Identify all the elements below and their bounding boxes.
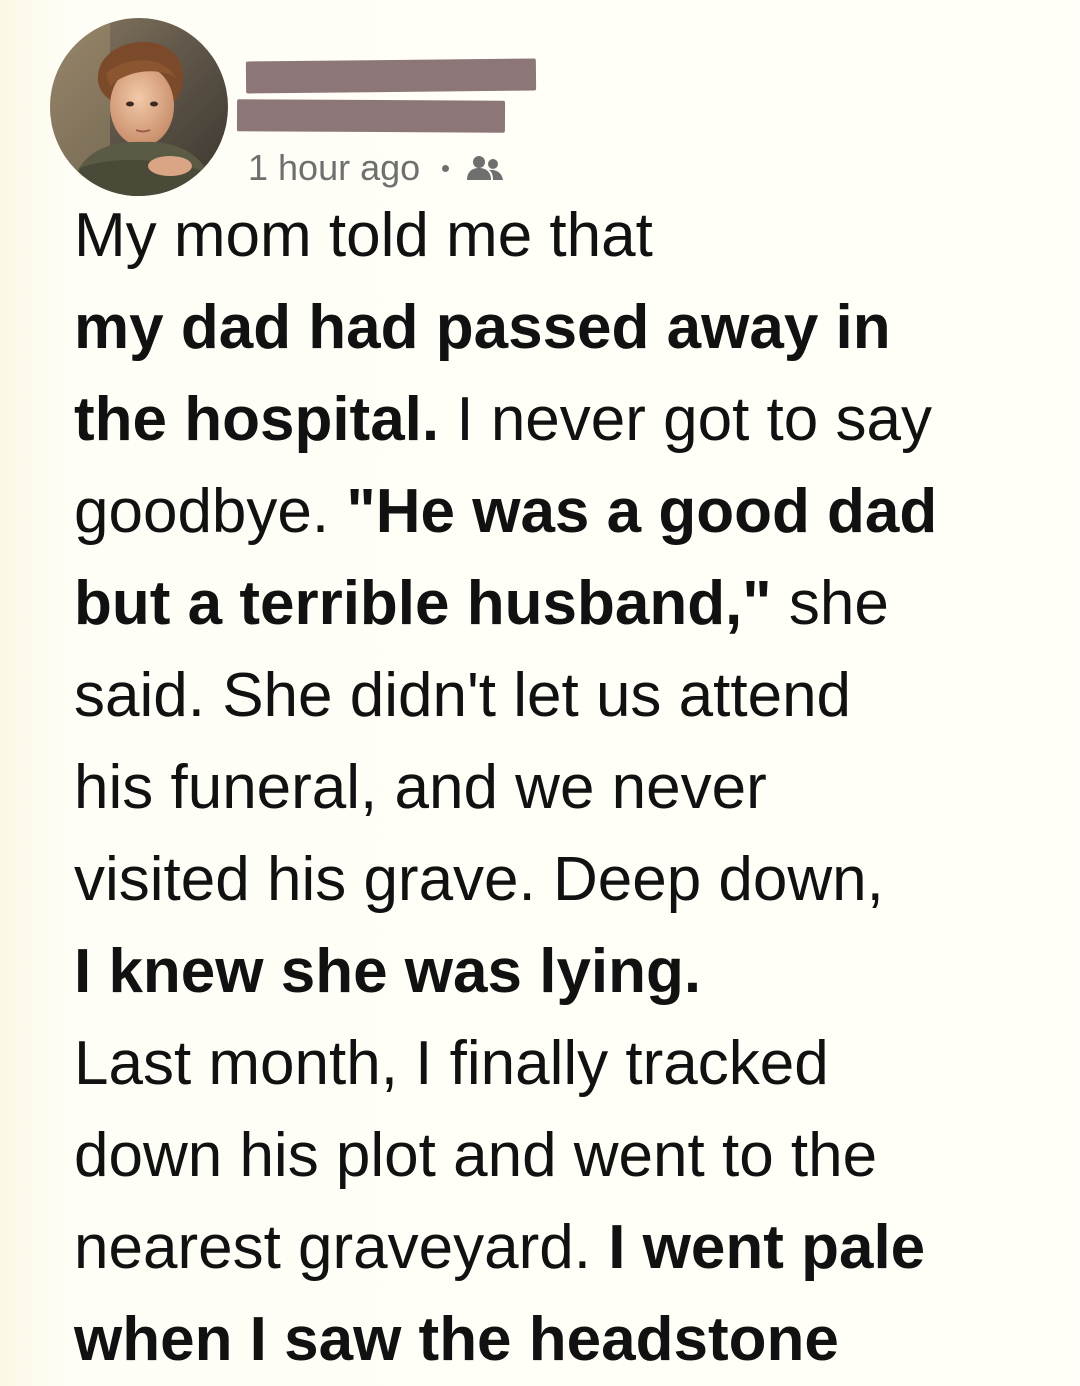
story-text-bold: I knew she was lying. bbox=[74, 937, 702, 1006]
story-text: she bbox=[771, 569, 889, 638]
story-text: My mom told me that bbox=[74, 201, 653, 270]
story-line bbox=[74, 282, 1034, 374]
story-text: goodbye. bbox=[74, 477, 347, 546]
story-line bbox=[74, 742, 1034, 834]
story-line bbox=[74, 926, 1034, 1018]
story-text: said. She didn't let us attend bbox=[74, 661, 852, 730]
meta-separator bbox=[442, 165, 449, 172]
story-line bbox=[74, 190, 1034, 282]
story-text: visited his grave. Deep down, bbox=[74, 845, 884, 914]
story-text-bold: I went pale bbox=[608, 1213, 926, 1282]
story-text-bold: my dad had passed away in bbox=[74, 293, 891, 362]
post-meta bbox=[248, 146, 505, 190]
friends-icon[interactable] bbox=[465, 154, 505, 182]
story-text-bold: when I saw the headstone bbox=[74, 1305, 839, 1374]
story-text-bold: the hospital. bbox=[74, 385, 440, 454]
story-text: his funeral, and we never bbox=[74, 753, 767, 822]
avatar-photo bbox=[50, 18, 228, 196]
author-name-redaction-2 bbox=[237, 99, 505, 132]
story-line bbox=[74, 466, 1034, 558]
post-header bbox=[0, 0, 1080, 210]
story-line bbox=[74, 558, 1034, 650]
story-line bbox=[74, 1294, 1034, 1386]
story-text: nearest graveyard. bbox=[74, 1213, 609, 1282]
post-body-text bbox=[74, 190, 1034, 1386]
story-line bbox=[74, 1110, 1034, 1202]
avatar[interactable] bbox=[50, 18, 228, 196]
post-timestamp[interactable]: 1 hour ago bbox=[248, 147, 421, 188]
story-line bbox=[74, 834, 1034, 926]
story-text: Last month, I finally tracked bbox=[74, 1029, 829, 1098]
author-name-redaction bbox=[246, 58, 536, 93]
story-line bbox=[74, 374, 1034, 466]
story-text-bold: but a terrible husband," bbox=[74, 569, 772, 638]
story-text: I never got to say bbox=[439, 385, 932, 454]
story-text: down his plot and went to the bbox=[74, 1121, 878, 1190]
story-line bbox=[74, 650, 1034, 742]
story-line bbox=[74, 1018, 1034, 1110]
story-line bbox=[74, 1202, 1034, 1294]
story-text-bold: "He was a good dad bbox=[346, 477, 938, 546]
